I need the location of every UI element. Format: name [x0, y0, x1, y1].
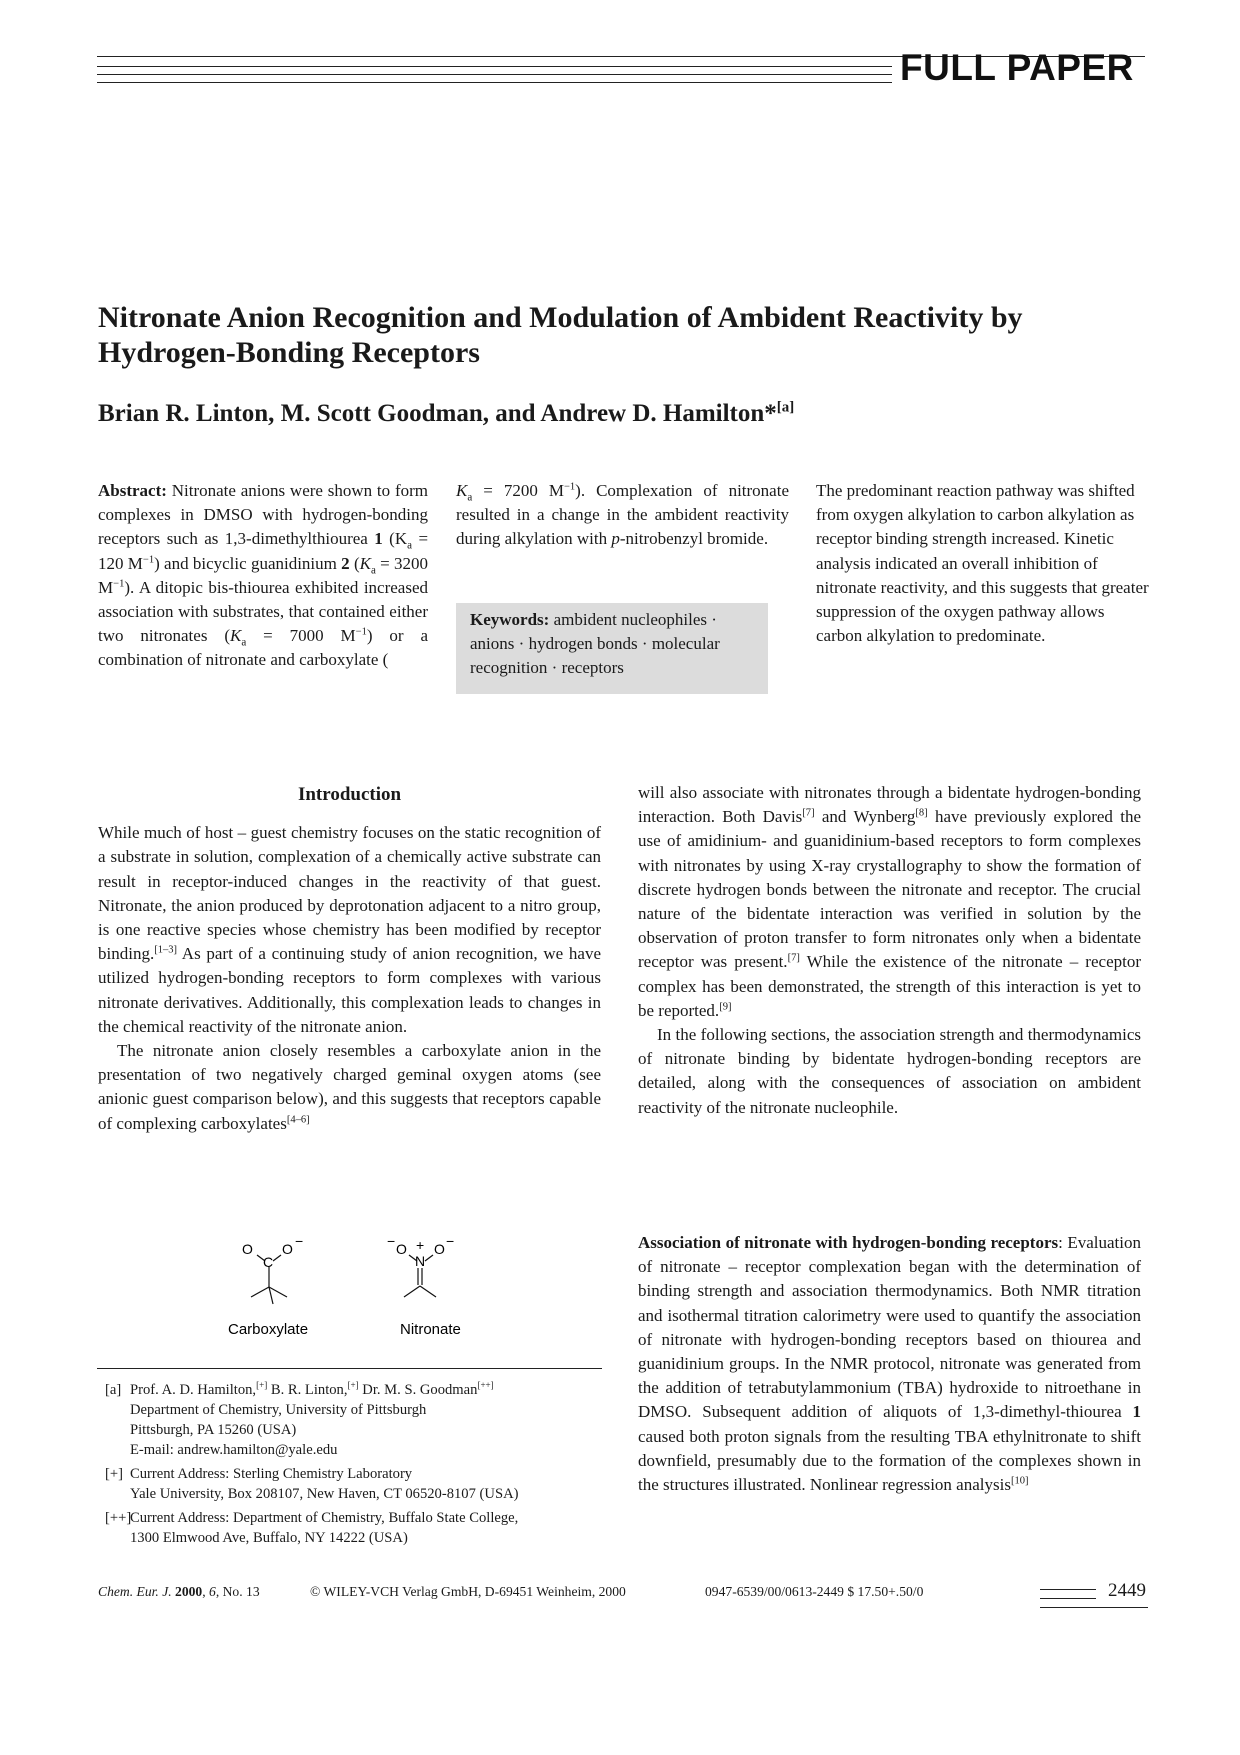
citation: [9]	[719, 1001, 732, 1013]
right-column	[638, 781, 1141, 1120]
abstract-seg: ) and bicyclic guanidinium	[154, 553, 337, 573]
footnote-line: 1300 Elmwood Ave, Buffalo, NY 14222 (USA)	[130, 1530, 408, 1546]
subscript: a	[407, 539, 413, 552]
section-heading-introduction: Introduction	[297, 784, 402, 805]
nitronate-charge-right: −	[446, 1233, 455, 1249]
nitronate-n-plus: +	[416, 1237, 425, 1253]
footnote-line: Department of Chemistry, University of Pittsburgh	[130, 1402, 427, 1418]
keyword-term: ambident nucleophiles	[553, 610, 708, 629]
footnote-plusplus	[105, 1508, 605, 1548]
association-section	[638, 1231, 1141, 1497]
header-rule-2	[97, 66, 892, 67]
text-seg: caused both proton signals from the resulting TBA ethylnitronate to shift downfield, presumably due to the formation of the complexes shown in the structures illustrated. Nonlinear regression analysis	[638, 1426, 1141, 1495]
k-symbol: K	[359, 553, 371, 573]
affiliation-mark: [a]	[776, 399, 795, 416]
keyword-term: anions	[470, 634, 515, 654]
section-label: FULL PAPER	[900, 47, 1134, 88]
citation: [7]	[802, 807, 815, 819]
nitronate-n: N	[415, 1253, 426, 1269]
abstract-seg: = 7000 M	[263, 626, 356, 646]
article-title: Nitronate Anion Recognition and Modulation of Ambident Reactivity by Hydrogen-Bonding Receptors	[98, 301, 1023, 369]
keyword-separator: ·	[711, 610, 717, 629]
journal-issue: , No. 13	[215, 1584, 260, 1599]
intro-paragraph-3: In the following sections, the association strength and thermodynamics of nitronate binding by bidentate hydrogen-bonding receptors are detailed, along with the consequences of association on ambident reactivity of the nitronate nucleophile.	[638, 1025, 1141, 1117]
abstract-seg: = 120 M	[98, 529, 429, 573]
footer-copyright: © WILEY-VCH Verlag GmbH, D-69451 Weinheim, 2000	[310, 1584, 626, 1599]
footnote-line: Pittsburgh, PA 15260 (USA)	[130, 1422, 297, 1438]
nitronate-charge-left: −	[387, 1233, 396, 1249]
text-seg: will also associate with nitronates through a bidentate hydrogen-bonding interaction. Both Davis	[638, 783, 1141, 827]
footer-code: 0947-6539/00/0613-2449 $ 17.50+.50/0	[705, 1584, 924, 1599]
abstract-seg: ). A ditopic bis-thiourea exhibited increased association with substrates, that contained either two nitronates (	[98, 577, 428, 646]
page-number-rule-1	[1040, 1589, 1096, 1590]
abstract-seg: (K	[389, 529, 408, 549]
text-seg: As part of a continuing study of anion recognition, we have utilized hydrogen-bonding receptors to form complexes with various nitronate derivatives. Additionally, this complexation leads to changes in the chemical reactivity of the nitronate anion.	[98, 944, 601, 1036]
intro-paragraph-2	[98, 1039, 601, 1136]
footer-citation: Chem. Eur. J. 2000, 6, No. 13	[98, 1584, 260, 1599]
text-seg: The nitronate anion closely resembles a carboxylate anion in the presentation of two negatively charged geminal oxygen atoms (see anionic guest comparison below), and this suggests that receptors capable of complexing carboxylates	[98, 1041, 601, 1133]
text-seg: and Wynberg	[814, 807, 916, 827]
page-number-rule-2	[1040, 1598, 1096, 1599]
author-names: Brian R. Linton, M. Scott Goodman, and Andrew D. Hamilton*	[98, 400, 777, 427]
journal-year: 2000	[175, 1584, 203, 1599]
carboxylate-label: Carboxylate	[228, 1321, 309, 1338]
italic-p: p	[611, 529, 620, 549]
compound-ref: 1	[1132, 1402, 1142, 1422]
superscript: [++]	[477, 1380, 494, 1391]
footnote-line: Prof. A. D. Hamilton,	[130, 1382, 257, 1398]
abstract-col-1	[98, 479, 428, 673]
footnote-line: Current Address: Department of Chemistry, Buffalo State College,	[130, 1510, 519, 1526]
keyword-term: receptors	[561, 658, 624, 678]
journal-name: Chem. Eur. J.	[98, 1584, 172, 1599]
keywords-box	[456, 603, 768, 694]
subscript: a	[467, 491, 473, 504]
carboxylate-charge: −	[295, 1233, 304, 1249]
k-symbol: K	[229, 626, 242, 646]
abstract-label: Abstract:	[98, 481, 167, 500]
carboxylate-o-right: O	[282, 1241, 293, 1257]
compound-ref: 2	[341, 553, 350, 573]
intro-paragraph-1	[98, 821, 601, 1039]
keyword-term: molecular recognition	[470, 634, 720, 678]
intro-column	[98, 783, 601, 1136]
carboxylate-o-left: O	[242, 1241, 253, 1257]
subscript: a	[241, 636, 247, 649]
keywords-label: Keywords:	[470, 610, 550, 629]
citation: [4–6]	[286, 1113, 310, 1125]
nitronate-label: Nitronate	[400, 1321, 461, 1338]
abstract-col-2	[456, 479, 789, 552]
superscript: −1	[113, 578, 125, 590]
footnote-mark: [++]	[105, 1510, 132, 1526]
text-seg: While the existence of the nitronate – receptor complex has been demonstrated, the strength of this interaction is yet to be reported.	[638, 952, 1141, 1020]
footnote-body	[130, 1508, 518, 1548]
subscript: a	[370, 564, 376, 576]
citation: [7]	[787, 952, 800, 964]
author-line	[98, 400, 794, 428]
abstract-text-end: The predominant reaction pathway was shifted from oxygen alkylation to carbon alkylation as receptor binding strength increased. Kinetic analysis indicated an overall inhibition of nitronate reactivity, and this suggests that greater suppression of the oxygen pathway allows carbon alkylation to predominate.	[816, 481, 1149, 646]
superscript: [+]	[256, 1380, 268, 1391]
superscript: [+]	[347, 1380, 359, 1391]
abstract-seg: Nitronate anions were shown to form complexes in DMSO with hydrogen-bonding receptors such as 1,3-dimethylthiourea	[98, 481, 429, 549]
citation: [10]	[1010, 1475, 1029, 1487]
nitronate-o-left: O	[396, 1241, 407, 1257]
footnote-mark: [+]	[105, 1466, 123, 1482]
footnote-line: Yale University, Box 208107, New Haven, CT 06520-8107 (USA)	[130, 1486, 519, 1502]
footnote-line: B. R. Linton,	[270, 1382, 348, 1398]
compound-ref: 1	[374, 529, 383, 549]
anion-structures-figure	[200, 1230, 500, 1340]
abstract-seg: = 7200 M	[483, 481, 564, 500]
abstract-text: Abstract: Nitronate anions were shown to form complexes in DMSO with hydrogen-bonding receptors such as 1,3-dimethylthiourea 1 ($K_a = 120$ $M^{-1}$) and bicyclic guanidinium 2 ($K_a = 3200$ $M^{-1}$). A ditopic bis-thiourea exhibited increased association with substrates, that contained either two nitronates ($K_a = 7000$ $M^{-1}$) or a combination of nitronate and carboxylate (	[98, 481, 429, 670]
citation: [8]	[915, 807, 928, 819]
citation: [1–3]	[154, 944, 178, 956]
abstract-seg: -nitrobenzyl bromide.	[619, 529, 769, 549]
text-seg: :	[1058, 1233, 1063, 1252]
text-seg: have previously explored the use of amidinium- and guanidinium-based receptors to form complexes with nitronates by using X-ray crystallography to show the formation of discrete hydrogen bonds between the nitronate and receptor. The crucial nature of the bidentate interaction was verified in solution by the observation of proton transfer to form nitronates only when a bidentate receptor was present.	[638, 807, 1142, 972]
intro-paragraph-2-cont	[638, 781, 1141, 1023]
footnote-mark: [a]	[105, 1382, 122, 1398]
nitronate-o-right: O	[434, 1241, 445, 1257]
association-heading: Association of nitronate with hydrogen-bonding receptors	[638, 1233, 1059, 1252]
text-seg: While much of host – guest chemistry focuses on the static recognition of a substrate in solution, complexation of a chemically active substrate can result in receptor-induced changes in the reactivity of that guest. Nitronate, the anion produced by deprotonation adjacent to a nitro group, is one reactive species whose chemistry has been modified by receptor binding.	[98, 823, 601, 964]
header-rule-3	[97, 74, 892, 75]
footnote-plus	[105, 1464, 605, 1504]
footnote-email: E-mail: andrew.hamilton@yale.edu	[130, 1442, 338, 1458]
keyword-separator: ·	[518, 634, 525, 654]
footnote-body	[130, 1464, 518, 1504]
footnotes	[105, 1380, 605, 1552]
page-number-rule-3	[1040, 1607, 1148, 1608]
carboxylate-c: C	[263, 1254, 274, 1270]
keyword-separator: ·	[641, 634, 648, 654]
footnote-line: Dr. M. S. Goodman	[362, 1382, 478, 1398]
footnote-line: Current Address: Sterling Chemistry Laboratory	[130, 1466, 413, 1482]
abstract-col-3	[816, 479, 1149, 648]
keyword-term: hydrogen bonds	[528, 634, 638, 654]
k-symbol: K	[456, 481, 468, 500]
superscript: −1	[142, 553, 155, 565]
footnote-body	[130, 1380, 494, 1460]
abstract-seg: ) or a combination of nitronate and carboxylate (	[98, 626, 429, 670]
text-seg: Evaluation of nitronate – receptor complexation began with the determination of binding strength and association thermodynamics. Both NMR titration and isothermal titration calorimetry were used to quantify the association of nitronate with hydrogen-bonding receptors based on thiourea and guanidinium groups. In the NMR protocol, nitronate was generated from the addition of tetrabutylammonium (TBA) hydroxide to nitroethane in DMSO. Subsequent addition of aliquots of 1,3-dimethyl-thiourea	[638, 1233, 1141, 1422]
superscript: −1	[563, 481, 576, 493]
abstract-seg: ). Complexation of nitronate resulted in a change in the ambident reactivity during alkylation with	[456, 481, 789, 549]
journal-volume: 6	[209, 1584, 216, 1599]
association-paragraph	[638, 1231, 1141, 1497]
header-rule-4	[97, 82, 892, 83]
page-number: 2449	[1108, 1580, 1146, 1601]
footnote-rule	[97, 1368, 602, 1369]
superscript: −1	[355, 626, 367, 638]
abstract-seg: = 3200 M	[98, 553, 429, 597]
footnote-a	[105, 1380, 605, 1460]
abstract-text-cont	[456, 479, 789, 552]
keyword-separator: ·	[551, 658, 558, 678]
